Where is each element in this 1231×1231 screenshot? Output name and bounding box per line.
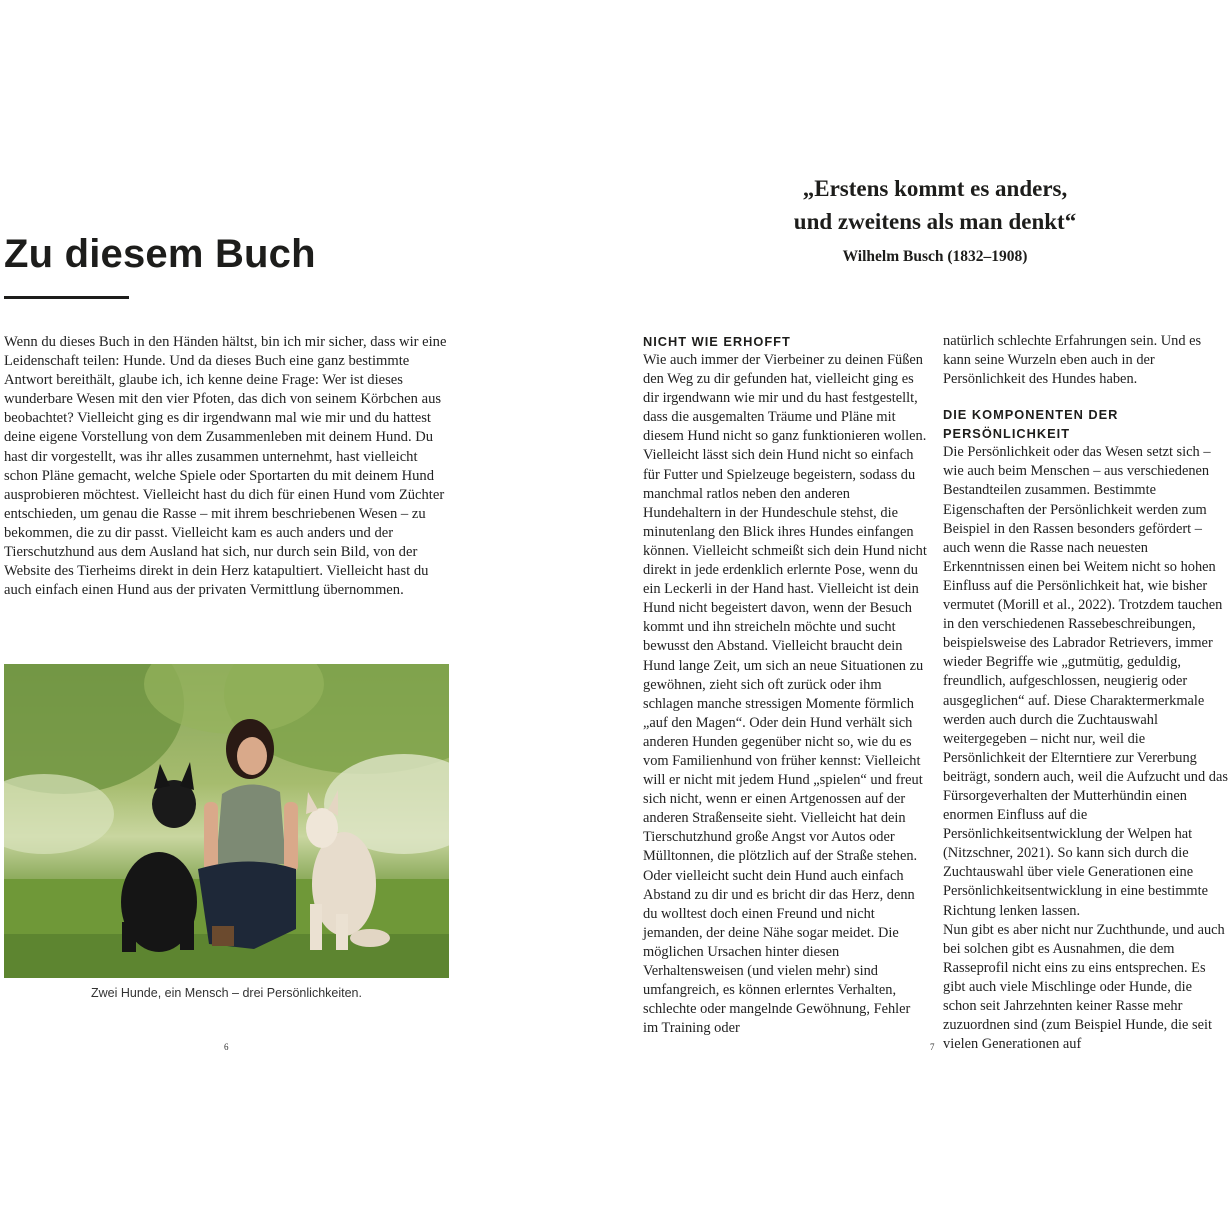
photo-caption: Zwei Hunde, ein Mensch – drei Persönlichkeiten. [91,986,362,1000]
section-paragraph-continued: natürlich schlechte Erfahrungen sein. Und es kann seine Wurzeln eben auch in der Persönlichkeit des Hundes haben. [943,333,1202,388]
text-column-2 [943,332,1228,1054]
page-number-right: 7 [930,1042,935,1052]
quote-line-2: und zweitens als man denkt“ [793,209,1077,234]
title-rule [4,296,129,299]
section-heading-personality-components: DIE KOMPONENTEN DER PERSÖNLICHKEIT [943,407,1119,442]
right-page [615,0,1231,1231]
intro-paragraph: Wenn du dieses Buch in den Händen hältst, bin ich mir sicher, dass wir eine Leidenschaft teilen: Hunde. Und da dieses Buch eine ganz bestimmte Antwort bereithält, glaube ich, ich kenne deine Frage: Wer ist dieses wunderbare Wesen mit den vier Pfoten, das dich von seinem Körbchen aus beobachtet? Vielleicht ging es dir irgendwann mal wie mir und du hattest deine eigene Vorstellung von dem Zusammenleben mit deinem Hund. Du hast dir vorgestellt, was ihr alles zusammen unternehmt, hast vielleicht schon Pläne gemacht, welche Spiele oder Sportarten du mit deinem Hund ausprobieren möchtest. Vielleicht hast du dich für einen Hund vom Züchter entschieden, um genau die Rasse – mit ihrem beschriebenen Wesen – zu bekommen, die zu dir passt. Vielleicht kam es auch anders und der Tierschutzhund aus dem Ausland hat sich, nur durch sein Bild, von der Website des Tierheims direkt in dein Herz katapultiert. Vielleicht hast du auch einfach einen Hund aus der privaten Vermittlung übernommen. [4,334,447,599]
section-paragraph: Nun gibt es aber nicht nur Zuchthunde, und auch bei solchen gibt es Ausnahmen, die dem Rasseprofil nicht eins zu eins entsprechen. Es gibt auch viele Mischlinge oder Hunde, die schon seit Jahrzehnten keiner Rasse mehr zuzuordnen sind (zum Beispiel Hunde, die seit vielen Generationen auf [943,921,1225,1053]
quote-line-1: „Erstens kommt es anders, [802,176,1068,201]
quote-author: Wilhelm Busch (1832–1908) [842,248,1028,265]
section-paragraph: Wie auch immer der Vierbeiner zu deinen Füßen den Weg zu dir gefunden hat, vielleicht ging es dir irgendwann wie mir und du hast festgestellt, dass die ausgemalten Träume und Pläne mit diesem Hund nicht so ganz funktionieren wollen. Vielleicht lässt sich dein Hund nicht so einfach für Futter und Spielzeuge begeistern, sodass du manchmal ratlos neben den anderen Hundehaltern in der Hundeschule stehst, die minutenlang den Blick ihres Hundes einfangen können. Vielleicht schmeißt sich dein Hund nicht direkt in jede erdenklich erlernte Pose, wenn du ein Leckerli in der Hand hast. Vielleicht ist dein Hund nicht begeistert davon, wenn der Besuch kommt und ihn streicheln möchte und sucht bewusst den Abstand. Vielleicht braucht dein Hund lange Zeit, um sich an neue Situationen zu gewöhnen, zieht sich oft zurück oder ihm schlagen manche stressigen Momente förmlich „auf den Magen“. Oder dein Hund verhält sich anderen Hunden gegenüber nicht so, wie du es vom Familienhund von früher kennst: Vielleicht will er nicht mit jedem Hund „spielen“ und freut sich nicht, wenn er einen Artgenossen auf der anderen Straßenseite sieht. Vielleicht hat dein Tierschutzhund große Angst vor Autos oder Mülltonnen, die plötzlich auf der Straße stehen. Oder vielleicht sucht dein Hund auch einfach Abstand zu dir und es bricht dir das Herz, denn du wolltest doch einen Freund und nicht jemanden, der deine Nähe sogar meidet. Die möglichen Ursachen hinter diesen Verhaltensweisen (und vielen mehr) sind umfangreich, es können erlerntes Verhalten, schlechte oder mangelnde Gewöhnung, Fehler im Training oder [643,352,927,1037]
photo-woman-with-two-dogs [4,664,449,978]
left-page [0,0,615,1231]
page-number-left: 6 [224,1042,229,1052]
chapter-title: Zu diesem Buch [4,232,316,276]
section-paragraph: Die Persönlichkeit oder das Wesen setzt sich – wie auch beim Menschen – aus verschiedenen Bestandteilen zusammen. Bestimmte Eigenschaften der Persönlichkeit werden zum Beispiel in den Rassen besonders gefördert – auch wenn die Rasse nach neuesten Erkenntnissen einen bei Weitem nicht so hohen Einfluss auf die Persönlichkeit hat, wie bisher vermutet (Morill et al., 2022). Trotzdem tauchen in den verschiedenen Rassebeschreibungen, beispielsweise des Labrador Retrievers, immer wieder Begriffe wie „gutmütig, geduldig, freundlich, aufgeschlossen, neugierig oder ausgeglichen“ auf. Diese Charaktermerkmale werden auch durch die Zuchtauswahl weitergegeben – nicht nur, weil die Persönlichkeit der Elterntiere zur Vererbung beiträgt, sondern auch, weil die Aufzucht und das Fürsorgeverhalten der Mutterhündin einen enormen Einfluss auf die Persönlichkeitsentwicklung der Welpen hat (Nitzschner, 2021). So kann sich durch die Zuchtauswahl über viele Generationen eine Persönlichkeitsentwicklung in eine bestimmte Richtung lenken lassen. [943,444,1228,919]
section-heading-not-as-hoped: NICHT WIE ERHOFFT [643,334,791,349]
text-column-1 [643,332,928,1038]
